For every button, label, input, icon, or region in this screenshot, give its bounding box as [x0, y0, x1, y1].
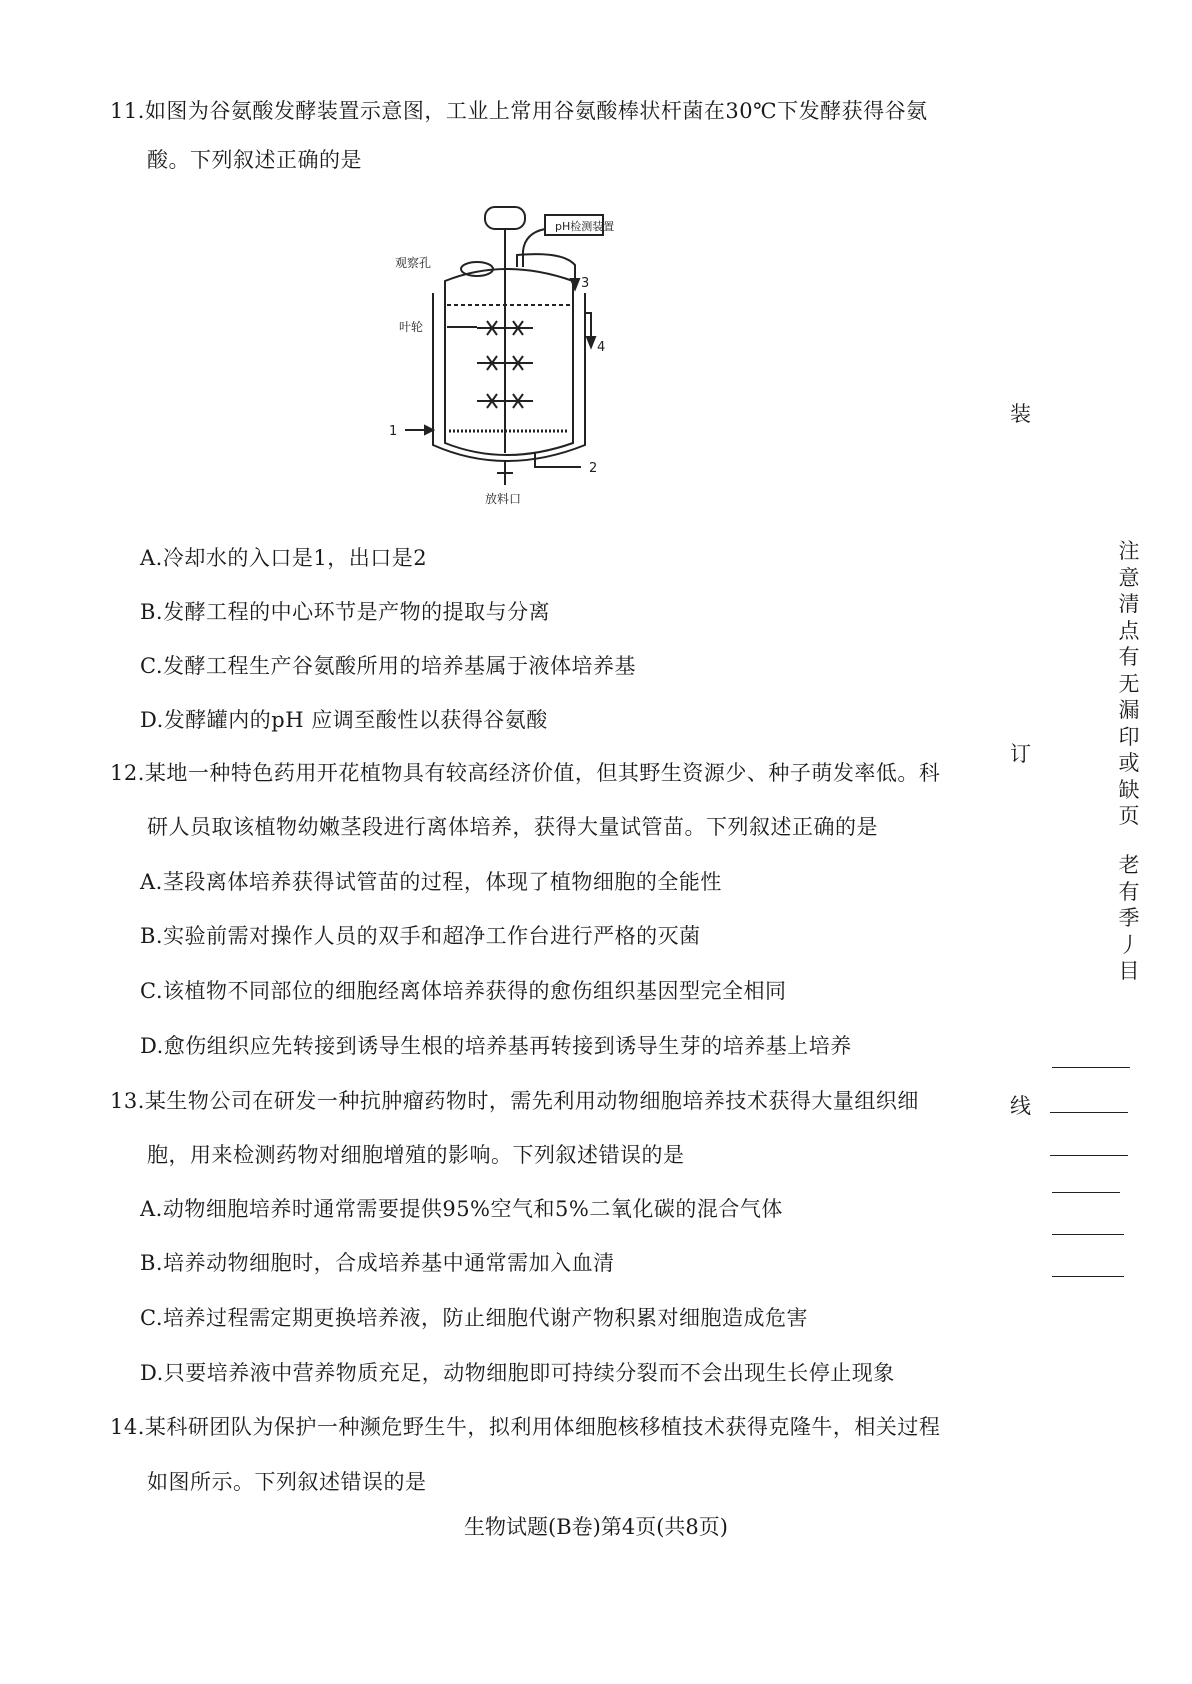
question-12-line-2: 研人员取该植物幼嫩茎段进行离体培养，获得大量试管苗。下列叙述正确的是 — [147, 815, 878, 839]
question-11-option-c: C.发酵工程生产谷氨酸所用的培养基属于液体培养基 — [140, 654, 636, 678]
blank-line — [1052, 1234, 1124, 1235]
question-13-option-a: A.动物细胞培养时通常需要提供95%空气和5%二氧化碳的混合气体 — [140, 1197, 783, 1221]
label-2: 2 — [589, 461, 598, 476]
label-discharge-outlet: 放料口 — [485, 492, 522, 506]
question-11-option-d: D.发酵罐内的pH 应调至酸性以获得谷氨酸 — [140, 708, 548, 732]
margin-zhuang: 装 — [1010, 402, 1031, 426]
question-11-line-2: 酸。下列叙述正确的是 — [147, 148, 362, 172]
observation-hole — [461, 262, 493, 276]
fermenter-diagram — [385, 205, 675, 525]
question-13-option-b: B.培养动物细胞时，合成培养基中通常需加入血清 — [140, 1251, 615, 1275]
question-12-line-1: 12.某地一种特色药用开花植物具有较高经济价值，但其野生资源少、种子萌发率低。科 — [110, 761, 941, 785]
question-12-option-d: D.愈伤组织应先转接到诱导生根的培养基再转接到诱导生芽的培养基上培养 — [140, 1034, 852, 1058]
margin-notice-2: 老有季丿目 — [1118, 853, 1140, 983]
question-11-option-b: B.发酵工程的中心环节是产物的提取与分离 — [140, 600, 551, 624]
exhaust-3-pipe — [517, 254, 575, 289]
question-12-option-a: A.茎段离体培养获得试管苗的过程，体现了植物细胞的全能性 — [140, 870, 722, 894]
question-12-option-c: C.该植物不同部位的细胞经离体培养获得的愈伤组织基因型完全相同 — [140, 979, 787, 1003]
tank-outer-wall — [433, 293, 585, 461]
question-13-option-c: C.培养过程需定期更换培养液，防止细胞代谢产物积累对细胞造成危害 — [140, 1306, 808, 1330]
blank-line — [1052, 1067, 1130, 1068]
question-13-line-2: 胞，用来检测药物对细胞增殖的影响。下列叙述错误的是 — [147, 1143, 685, 1167]
question-13-option-d: D.只要培养液中营养物质充足，动物细胞即可持续分裂而不会出现生长停止现象 — [140, 1361, 895, 1385]
label-4: 4 — [597, 340, 606, 355]
label-impeller: 叶轮 — [399, 320, 424, 334]
outlet-2-pipe — [535, 453, 581, 467]
question-14-line-2: 如图所示。下列叙述错误的是 — [147, 1470, 427, 1494]
margin-notice: 注意清点有无漏印或缺页 — [1118, 539, 1140, 828]
label-3: 3 — [581, 276, 590, 291]
question-13-line-1: 13.某生物公司在研发一种抗肿瘤药物时，需先利用动物细胞培养技术获得大量组织细 — [110, 1089, 919, 1113]
motor-icon — [485, 207, 525, 229]
blank-line — [1052, 1192, 1120, 1193]
question-14-line-1: 14.某科研团队为保护一种濒危野生牛，拟利用体细胞核移植技术获得克隆牛，相关过程 — [110, 1415, 941, 1439]
blank-line — [1050, 1155, 1128, 1156]
blank-line — [1050, 1112, 1128, 1113]
question-11-option-a: A.冷却水的入口是1，出口是2 — [140, 546, 428, 570]
margin-xian: 线 — [1010, 1094, 1031, 1118]
question-12-option-b: B.实验前需对操作人员的双手和超净工作台进行严格的灭菌 — [140, 924, 701, 948]
question-11-line-1: 11.如图为谷氨酸发酵装置示意图，工业上常用谷氨酸棒状杆菌在30℃下发酵获得谷氨 — [110, 99, 928, 123]
page-footer: 生物试题(B卷)第4页(共8页) — [464, 1515, 728, 1539]
label-1: 1 — [389, 424, 398, 439]
blank-line — [1052, 1276, 1124, 1277]
label-ph-device: pH检测装置 — [555, 220, 615, 233]
label-observation-hole: 观察孔 — [395, 256, 432, 270]
margin-ding: 订 — [1010, 742, 1031, 766]
